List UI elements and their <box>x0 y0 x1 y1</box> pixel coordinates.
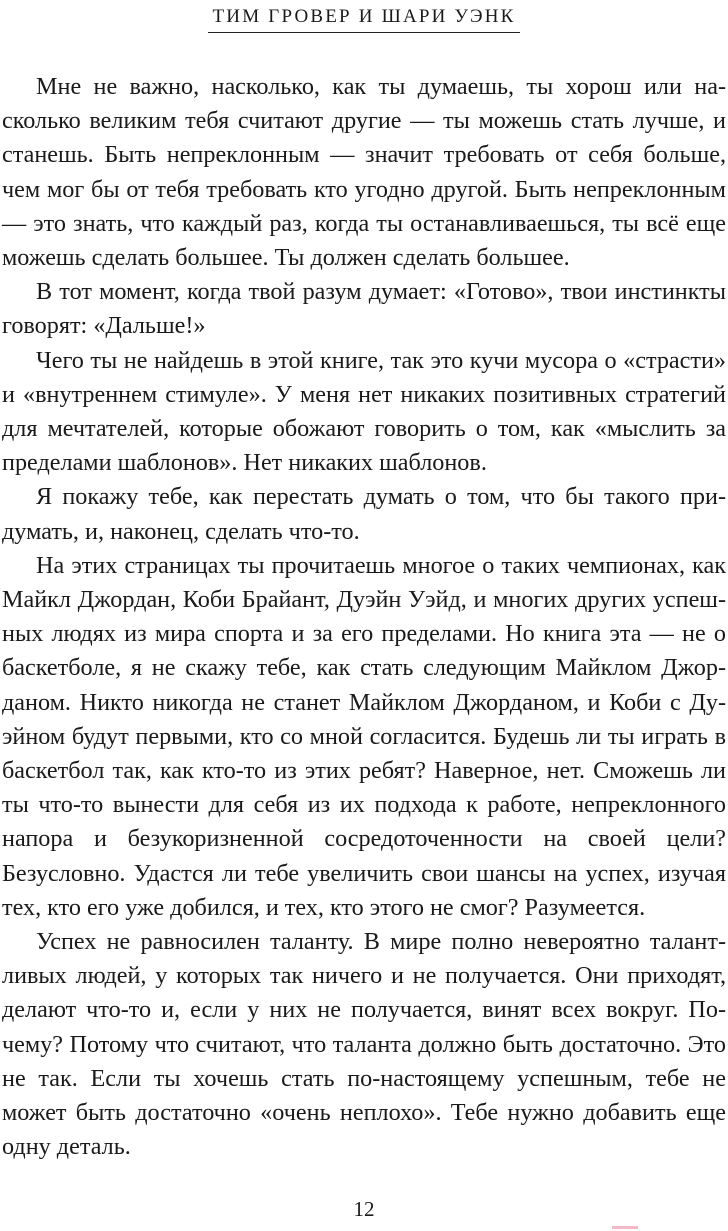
paragraph-4: Я покажу тебе, как перестать думать о том, что бы такого придумать, и, наконец, сделать что-то. <box>2 483 726 545</box>
paragraph-5: На этих страницах ты прочитаешь многое о таких чемпионах, как Майкл Джордан, Коби Брайант, Дуэйн Уэйд, и многих других успешных людях из мира спорта и за его пределами. Но книга эта — не о баскетболе, я не скажу тебе, как стать следующим Майклом Джорданом. Никто никогда не станет Майклом Джорданом, и Коби с Дуэйном будут первыми, кто со мной согласится. Будешь ли ты играть в баскетбол так, как кто-то из этих ребят? Наверное, нет. Сможешь ли ты что-то вынести для себя из их подхода к работе, непреклонного напора и безукоризненной сосредоточенности на своей цели? Безусловно. Удастся ли тебе увеличить свои шансы на успех, изучая тех, кто его уже добился, и тех, кто этого не смог? Разумеется. <box>2 551 726 921</box>
running-header <box>0 0 728 33</box>
paragraph-6: Успех не равносилен таланту. В мире полно невероятно талантливых людей, у которых так ничего и не получается. Они приходят, делают что-то и, если у них не получается, винят всех вокруг. Почему? Потому что считают, что таланта должно быть достаточно. Это не так. Если ты хочешь стать по-настоящему успешным, тебе не может быть достаточно «очень неплохо». Тебе нужно добавить еще одну деталь. <box>2 928 726 1161</box>
page-number: 12 <box>353 1197 375 1221</box>
paragraph-1: Мне не важно, насколько, как ты думаешь, ты хорош или насколько великим тебя считают другие — ты можешь стать лучше, и станешь. Быть непреклонным — значит требовать от себя больше, чем мог бы от тебя требовать кто угодно другой. Быть непреклонным — это знать, что каждый раз, когда ты останавливаешься, ты всё еще можешь сделать большее. Ты должен сделать большее. <box>2 73 726 272</box>
corner-mark <box>612 1226 638 1229</box>
paragraph-2: В тот момент, когда твой разум думает: «Готово», твои инстинкты говорят: «Дальше!» <box>2 278 726 340</box>
paragraph-3: Чего ты не найдешь в этой книге, так это кучи мусора о «страсти» и «внутреннем стимуле». У меня нет никаких позитивных стратегий для мечтателей, которые обожают говорить о том, как «мыслить за пределами шаблонов». Нет никаких шаблонов. <box>2 346 726 477</box>
body-text <box>2 70 726 1165</box>
running-title: ТИМ ГРОВЕР И ШАРИ УЭНК <box>208 4 519 33</box>
